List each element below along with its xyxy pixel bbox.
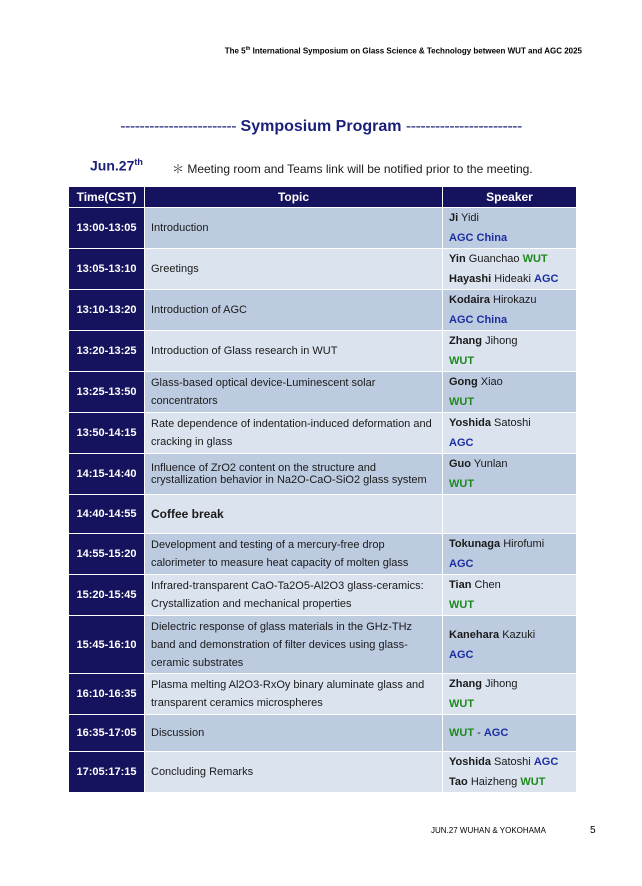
row-speaker xyxy=(443,208,577,249)
speaker-surname: Guo xyxy=(449,458,471,470)
speaker-given-name: Guanchao xyxy=(468,253,520,265)
row-time: 15:45-16:10 xyxy=(69,616,145,674)
speaker-surname: Yoshida xyxy=(449,756,491,768)
speaker-surname: Kanehara xyxy=(449,628,500,641)
row-time: 17:05:17:15 xyxy=(69,752,145,793)
speaker-given-name: Hirokazu xyxy=(493,294,537,306)
speaker-line xyxy=(449,413,570,433)
row-speaker xyxy=(443,575,577,616)
row-topic: Dielectric response of glass materials in the GHz-THz band and demonstration of filter devices using glass-ceramic substrates xyxy=(145,616,443,674)
table-row xyxy=(69,752,577,793)
speaker-line xyxy=(449,290,570,310)
speaker-line xyxy=(449,310,570,330)
speaker-line xyxy=(449,595,570,615)
date-text: Jun.27 xyxy=(90,157,135,174)
speaker-surname: Ji xyxy=(449,212,459,224)
speaker-org: WUT xyxy=(449,355,475,367)
speaker-line xyxy=(449,575,570,595)
row-speaker xyxy=(443,249,577,290)
table-row xyxy=(69,208,577,249)
row-topic: Glass-based optical device-Luminescent solar concentrators xyxy=(145,372,443,413)
speaker-given-name: Jihong xyxy=(485,678,518,690)
speaker-line xyxy=(449,433,570,453)
row-speaker xyxy=(443,715,577,752)
speaker-surname: Kodaira xyxy=(449,294,490,306)
speaker-line xyxy=(449,694,570,714)
row-time: 14:40-14:55 xyxy=(69,495,145,534)
row-time: 13:00-13:05 xyxy=(69,208,145,249)
speaker-given-name: Hirofumi xyxy=(503,538,545,550)
speaker-line xyxy=(449,554,570,574)
row-time: 15:20-15:45 xyxy=(69,575,145,616)
speaker-surname: Tokunaga xyxy=(449,538,501,550)
speaker-line xyxy=(449,625,570,645)
speaker-line xyxy=(449,228,570,248)
document-header xyxy=(225,46,582,56)
speaker-line xyxy=(449,269,570,289)
footer-text: JUN.27 WUHAN & YOKOHAMA xyxy=(431,826,546,835)
speaker-org: WUT xyxy=(449,478,475,490)
header-text-suffix: International Symposium on Glass Science & Technology between WUT and AGC 2025 xyxy=(250,46,582,56)
row-speaker xyxy=(443,454,577,495)
row-speaker xyxy=(443,534,577,575)
speaker-org: AGC xyxy=(449,558,474,570)
header-topic: Topic xyxy=(145,187,443,208)
row-time: 13:10-13:20 xyxy=(69,290,145,331)
row-topic: Infrared-transparent CaO-Ta2O5-Al2O3 glass-ceramics: Crystallization and mechanical properties xyxy=(145,575,443,616)
speaker-line xyxy=(449,392,570,412)
row-topic: Introduction xyxy=(145,208,443,249)
speaker-line xyxy=(449,351,570,371)
table-row xyxy=(69,674,577,715)
speaker-given-name: Yidi xyxy=(461,212,479,224)
speaker-org: AGC xyxy=(534,273,559,285)
speaker-line xyxy=(449,674,570,694)
row-time: 14:55-15:20 xyxy=(69,534,145,575)
row-topic: Influence of ZrO2 content on the structure and crystallization behavior in Na2O-CaO-SiO2 glass system xyxy=(145,454,443,495)
speaker-surname: Gong xyxy=(449,376,478,388)
row-speaker xyxy=(443,372,577,413)
speaker-given-name: Chen xyxy=(474,579,501,591)
speaker-given-name: Hideaki xyxy=(494,273,531,285)
speaker-line xyxy=(449,645,570,665)
speaker-org: AGC xyxy=(449,648,474,661)
speaker-given-name: Satoshi xyxy=(494,756,531,768)
speaker-given-name: Satoshi xyxy=(494,417,531,429)
speaker-line xyxy=(449,772,570,792)
speaker-org: AGC China xyxy=(449,232,508,244)
speaker-surname: Yoshida xyxy=(449,417,491,429)
row-time: 14:15-14:40 xyxy=(69,454,145,495)
table-row xyxy=(69,715,577,752)
speaker-surname: Hayashi xyxy=(449,273,492,285)
speaker-line xyxy=(449,752,570,772)
speaker-org: WUT xyxy=(449,698,475,710)
table-row xyxy=(69,249,577,290)
speaker-surname: Yin xyxy=(449,253,466,265)
table-row xyxy=(69,290,577,331)
speaker-org: AGC xyxy=(483,727,509,739)
table-row xyxy=(69,575,577,616)
program-table xyxy=(68,186,577,793)
page-title xyxy=(90,118,552,136)
speaker-org: AGC xyxy=(449,437,474,449)
speaker-given-name: Kazuki xyxy=(502,628,536,641)
speaker-line xyxy=(449,372,570,392)
speaker-surname: Tao xyxy=(449,776,468,788)
speaker-given-name: Yunlan xyxy=(473,458,508,470)
title-dashes-left: ------------------------ xyxy=(120,118,237,135)
speaker-line xyxy=(449,331,570,351)
row-speaker xyxy=(443,674,577,715)
speaker-line xyxy=(449,208,570,228)
row-topic: Coffee break xyxy=(145,495,443,534)
title-dashes-right: ------------------------ xyxy=(405,118,522,135)
program-date xyxy=(90,157,143,174)
row-topic: Introduction of Glass research in WUT xyxy=(145,331,443,372)
page-number: 5 xyxy=(590,825,596,836)
table-row xyxy=(69,495,577,534)
header-speaker: Speaker xyxy=(443,187,577,208)
speaker-surname: Zhang xyxy=(449,678,482,690)
speaker-org: WUT xyxy=(449,599,475,611)
row-time: 13:50-14:15 xyxy=(69,413,145,454)
row-time: 13:05-13:10 xyxy=(69,249,145,290)
speaker-given-name: Jihong xyxy=(485,335,518,347)
row-speaker xyxy=(443,752,577,793)
row-topic: Rate dependence of indentation-induced deformation and cracking in glass xyxy=(145,413,443,454)
table-row xyxy=(69,616,577,674)
row-time: 16:10-16:35 xyxy=(69,674,145,715)
row-time: 13:25-13:50 xyxy=(69,372,145,413)
speaker-org: WUT xyxy=(522,253,548,265)
row-topic: Greetings xyxy=(145,249,443,290)
row-topic: Concluding Remarks xyxy=(145,752,443,793)
program-table-body xyxy=(69,208,577,793)
speaker-surname: Tian xyxy=(449,579,472,591)
date-superscript: th xyxy=(134,157,143,167)
title-text: Symposium Program xyxy=(240,118,402,135)
meeting-note: ＊ Meeting room and Teams link will be notified prior to the meeting. xyxy=(172,162,533,176)
speaker-given-name: Xiao xyxy=(480,376,503,388)
row-time: 13:20-13:25 xyxy=(69,331,145,372)
header-superscript: th xyxy=(245,46,251,52)
row-topic: Discussion xyxy=(145,715,443,752)
row-speaker xyxy=(443,290,577,331)
table-row xyxy=(69,331,577,372)
row-topic: Plasma melting Al2O3-RxOy binary aluminate glass and transparent ceramics microspheres xyxy=(145,674,443,715)
speaker-org: WUT xyxy=(449,396,475,408)
speaker-given-name: Haizheng xyxy=(470,776,518,788)
row-speaker xyxy=(443,413,577,454)
speaker-line xyxy=(449,723,570,743)
speaker-line xyxy=(449,249,570,269)
row-time: 16:35-17:05 xyxy=(69,715,145,752)
speaker-org: AGC xyxy=(533,756,559,768)
table-row xyxy=(69,372,577,413)
speaker-surname: Zhang xyxy=(449,335,482,347)
table-row xyxy=(69,413,577,454)
table-header-row xyxy=(69,187,577,208)
speaker-org: WUT xyxy=(449,727,475,739)
speaker-org: AGC China xyxy=(449,314,508,326)
table-row xyxy=(69,454,577,495)
speaker-line xyxy=(449,534,570,554)
row-speaker xyxy=(443,495,577,534)
row-speaker xyxy=(443,616,577,674)
speaker-separator: - xyxy=(474,727,484,739)
table-row xyxy=(69,534,577,575)
speaker-org: WUT xyxy=(520,776,546,788)
row-topic: Introduction of AGC xyxy=(145,290,443,331)
speaker-line xyxy=(449,454,570,474)
header-text: The 5 xyxy=(224,46,246,56)
row-speaker xyxy=(443,331,577,372)
row-topic: Development and testing of a mercury-free drop calorimeter to measure heat capacity of molten glass xyxy=(145,534,443,575)
header-time: Time(CST) xyxy=(69,187,145,208)
speaker-line xyxy=(449,474,570,494)
